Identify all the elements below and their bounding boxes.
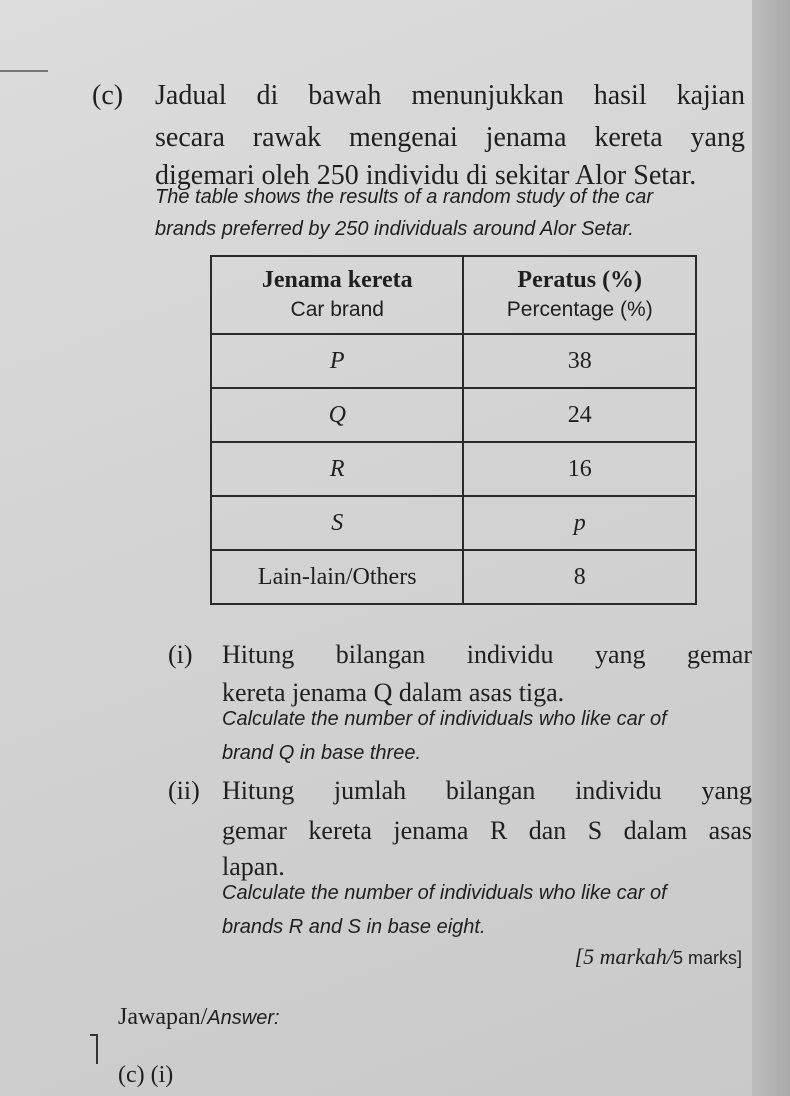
header-percentage-english: Percentage (%)	[506, 298, 653, 321]
sub-ii-malay-line-2: gemar kereta jenama R dan S dalam asas	[222, 816, 752, 845]
question-label: (c)	[92, 80, 124, 111]
header-car-brand-english: Car brand	[290, 298, 384, 321]
sub-i-english-line-2: brand Q in base three.	[222, 742, 422, 764]
brand-cell: Q	[211, 388, 463, 442]
table-row	[211, 550, 696, 604]
marks-malay: [5 markah/	[574, 944, 673, 969]
answer-english: Answer:	[207, 1007, 280, 1029]
header-car-brand	[211, 256, 463, 334]
sub-i-english-line-1: Calculate the number of individuals who like car of	[222, 708, 667, 730]
answer-margin-bracket	[90, 1034, 98, 1064]
brand-cell: P	[211, 334, 463, 388]
page-edge-shadow	[752, 0, 790, 1096]
question-malay-line-1: Jadual di bawah menunjukkan hasil kajian	[155, 80, 745, 111]
percentage-cell: 8	[463, 550, 696, 604]
table-row	[211, 496, 696, 550]
question-malay-line-2: secara rawak mengenai jenama kereta yang	[155, 122, 745, 153]
sub-question-ii-label: (ii)	[168, 776, 200, 805]
table-row	[211, 442, 696, 496]
percentage-cell: 24	[463, 388, 696, 442]
sub-ii-english-line-1: Calculate the number of individuals who like car of	[222, 882, 667, 904]
question-malay-line-3: digemari oleh 250 individu di sekitar Alor Setar.	[155, 160, 697, 191]
marks-label	[575, 944, 742, 970]
question-english-line-1: The table shows the results of a random study of the car	[155, 186, 654, 208]
sub-ii-malay-line-3: lapan.	[222, 852, 285, 881]
sub-ii-english-line-2: brands R and S in base eight.	[222, 916, 486, 938]
margin-line	[0, 70, 48, 72]
answer-heading	[118, 1004, 280, 1031]
table-row	[211, 334, 696, 388]
car-brand-table	[210, 255, 697, 605]
percentage-cell: 38	[463, 334, 696, 388]
table-header-row	[211, 256, 696, 334]
marks-english: 5 marks]	[672, 948, 742, 968]
answer-part-label: (c) (i)	[118, 1062, 174, 1088]
question-english-line-2: brands preferred by 250 individuals around Alor Setar.	[155, 218, 634, 240]
percentage-cell: p	[463, 496, 696, 550]
sub-i-malay-line-2: kereta jenama Q dalam asas tiga.	[222, 678, 565, 707]
sub-ii-malay-line-1: Hitung jumlah bilangan individu yang	[222, 776, 752, 805]
table-row	[211, 388, 696, 442]
percentage-cell: 16	[463, 442, 696, 496]
brand-cell: S	[211, 496, 463, 550]
header-percentage	[463, 256, 696, 334]
brand-cell: Lain-lain/Others	[211, 550, 463, 604]
brand-cell: R	[211, 442, 463, 496]
answer-malay: Jawapan/	[118, 1004, 208, 1030]
header-percentage-malay: Peratus (%)	[517, 267, 643, 293]
header-car-brand-malay: Jenama kereta	[261, 267, 413, 293]
sub-i-malay-line-1: Hitung bilangan individu yang gemar	[222, 640, 752, 669]
sub-question-i-label: (i)	[168, 640, 193, 669]
